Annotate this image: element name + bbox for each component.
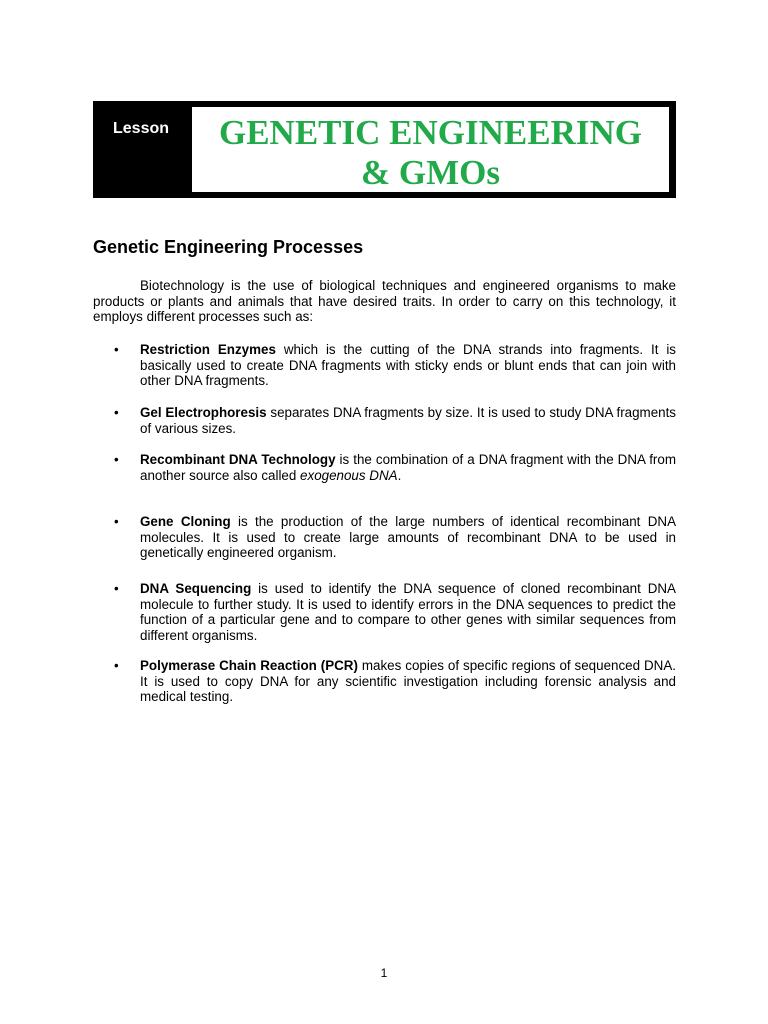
list-item-term: Gene Cloning — [140, 514, 231, 529]
lesson-title-line-1: GENETIC ENGINEERING — [218, 113, 642, 152]
list-item-term: Polymerase Chain Reaction (PCR) — [140, 658, 358, 673]
list-item-tail: . — [397, 467, 402, 483]
list-item-term: Gel Electrophoresis — [140, 405, 267, 420]
lesson-title — [192, 107, 669, 192]
list-item-text — [140, 342, 676, 389]
list-item-term: Restriction Enzymes — [140, 342, 276, 357]
bullet-icon: • — [114, 581, 119, 596]
lesson-label: Lesson — [113, 120, 170, 137]
lesson-title-line-2: & GMOs — [360, 153, 500, 192]
lesson-banner — [93, 101, 676, 198]
list-item-term: DNA Sequencing — [140, 581, 252, 596]
list-item-description: makes copies of specific regions of sequenced DNA. It is used to copy DNA for any scientific investigation including forensic analysis and medical testing. — [140, 658, 676, 705]
bullet-icon: • — [114, 452, 119, 467]
list-item-text — [140, 405, 676, 436]
list-item-description: is the production of the large numbers of identical recombinant DNA molecules. It is used to create large amounts of recombinant DNA to be used in genetically engineered organism. — [140, 514, 677, 561]
bullet-icon: • — [114, 514, 119, 529]
list-item-description: is the combination of a DNA fragment with the DNA from another source also called — [140, 452, 676, 483]
intro-paragraph: Biotechnology is the use of biological techniques and engineered organisms to make products or plants and animals that have desired traits. In order to carry on this technology, it employs different processes such as: — [93, 278, 676, 325]
bullet-icon: • — [114, 342, 119, 357]
list-item-description: is used to identify the DNA sequence of cloned recombinant DNA molecule to further study. It is used to identify errors in the DNA sequences to predict the function of a particular gene and to compare to other genes with similar sequences from different organisms. — [140, 581, 676, 643]
list-item-emphasis: exogenous DNA — [300, 467, 398, 483]
list-item-description: separates DNA fragments by size. It is used to study DNA fragments of various sizes. — [140, 405, 677, 436]
list-item-description: which is the cutting of the DNA strands into fragments. It is basically used to create DNA fragments with sticky ends or blunt ends that can join with other DNA fragments. — [140, 342, 676, 389]
list-item-text — [140, 514, 676, 561]
list-item-text — [140, 658, 676, 705]
list-item-text — [140, 581, 676, 643]
page-number: 1 — [380, 966, 388, 980]
list-item-term: Recombinant DNA Technology — [140, 452, 336, 467]
section-heading: Genetic Engineering Processes — [93, 237, 364, 257]
list-item-text — [140, 452, 676, 483]
bullet-icon: • — [114, 405, 119, 420]
bullet-icon: • — [114, 658, 119, 673]
